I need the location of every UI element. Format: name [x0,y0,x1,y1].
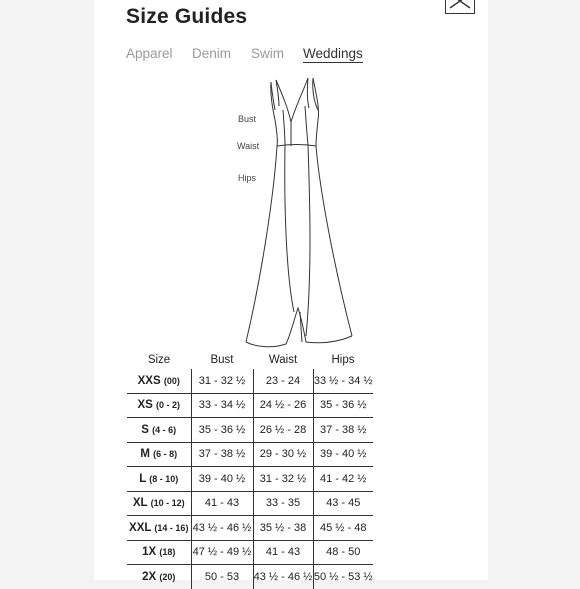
bust-cell: 50 - 53 [191,565,253,589]
bust-cell: 31 - 32 ½ [191,369,253,393]
hips-cell: 33 ½ - 34 ½ [313,369,373,393]
size-cell [127,565,191,589]
waist-cell: 31 - 32 ½ [253,467,313,492]
tab-apparel[interactable]: Apparel [126,46,173,61]
bust-cell: 43 ½ - 46 ½ [191,516,253,541]
tab-denim[interactable]: Denim [192,46,232,61]
bust-cell: 35 - 36 ½ [191,418,253,443]
size-cell [127,540,191,565]
size-name: L [139,472,147,485]
table-row [127,491,373,516]
table-row [127,467,373,492]
bust-cell: 47 ½ - 49 ½ [191,540,253,565]
size-number: (00) [163,375,180,386]
hips-cell: 39 - 40 ½ [313,442,373,467]
header-hips: Hips [331,353,355,366]
table-row [127,418,373,443]
table-row [127,369,373,393]
table-row [127,565,373,589]
hips-cell: 50 ½ - 53 ½ [313,565,373,589]
size-cell [127,418,191,443]
size-name: XL [132,497,148,510]
size-cell [127,393,191,418]
header-bust: Bust [210,353,234,366]
waist-cell: 43 ½ - 46 ½ [253,565,313,589]
bust-cell: 41 - 43 [191,491,253,516]
close-x-icon [446,0,476,14]
hips-cell: 45 ½ - 48 [313,516,373,541]
table-header-row [127,350,373,369]
hips-cell: 43 - 45 [313,491,373,516]
size-name: M [140,448,150,461]
size-name: XS [137,399,153,412]
hips-cell: 48 - 50 [313,540,373,565]
size-cell [127,442,191,467]
size-name: S [141,423,149,436]
hips-cell: 35 - 36 ½ [313,393,373,418]
bust-cell: 39 - 40 ½ [191,467,253,492]
waist-cell: 23 - 24 [253,369,313,393]
size-cell [127,467,191,492]
size-chart-table [127,350,373,589]
bust-label: Bust [238,114,257,124]
tab-swim[interactable]: Swim [251,46,284,61]
bust-cell: 33 - 34 ½ [191,393,253,418]
table-row [127,516,373,541]
size-number: (10 - 12) [150,498,185,509]
page-title: Size Guides [126,5,248,28]
size-cell [127,516,191,541]
close-button[interactable] [445,0,475,14]
hips-cell: 37 - 38 ½ [313,418,373,443]
size-number: (18) [159,547,176,558]
size-number: (4 - 6) [152,424,177,435]
size-number: (0 - 2) [156,400,181,411]
size-name: 1X [142,546,157,559]
size-cell [127,491,191,516]
bust-cell: 37 - 38 ½ [191,442,253,467]
table-row [127,540,373,565]
waist-cell: 26 ½ - 28 [253,418,313,443]
waist-cell: 35 ½ - 38 [253,516,313,541]
hips-cell: 41 - 42 ½ [313,467,373,492]
waist-cell: 33 - 35 [253,491,313,516]
size-number: (20) [159,571,176,582]
table-row [127,393,373,418]
header-waist: Waist [268,353,298,366]
waist-cell: 24 ½ - 26 [253,393,313,418]
size-cell [127,369,191,393]
table-row [127,442,373,467]
size-name: 2X [142,570,157,583]
size-name: XXS [137,374,161,387]
hips-label: Hips [238,173,257,183]
waist-label: Waist [237,141,260,151]
size-name: XXL [129,521,152,534]
size-number: (6 - 8) [153,449,178,460]
waist-cell: 29 - 30 ½ [253,442,313,467]
waist-cell: 41 - 43 [253,540,313,565]
tab-weddings[interactable]: Weddings [303,46,363,61]
size-number: (8 - 10) [149,473,179,484]
header-size: Size [147,353,171,366]
size-number: (14 - 16) [154,522,189,533]
